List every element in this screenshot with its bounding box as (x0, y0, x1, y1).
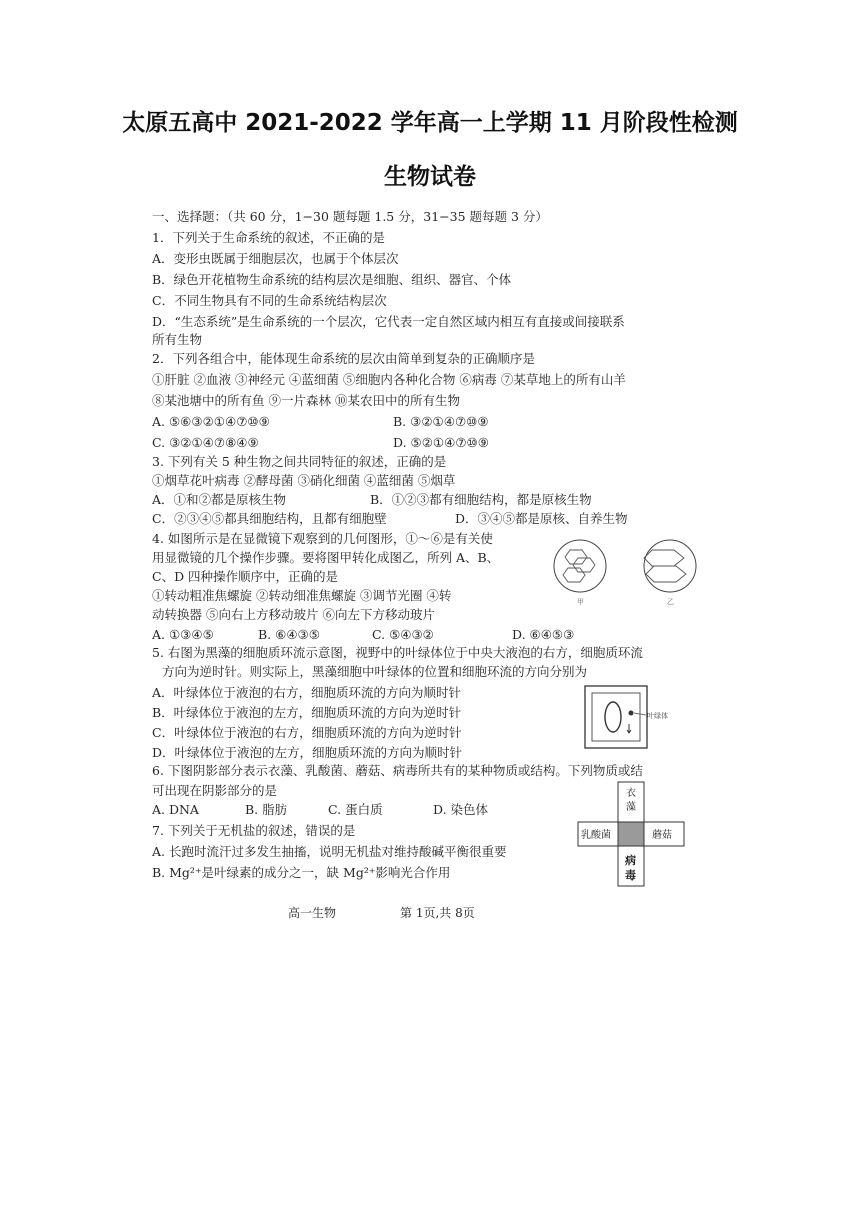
q4-stem-line3: C、D 四种操作顺序中，正确的是 (152, 569, 339, 584)
q1-option-a: A．变形虫既属于细胞层次，也属于个体层次 (152, 251, 399, 266)
figure-label-jia: 甲 (577, 598, 584, 606)
q2-items-line1: ①肝脏 ②血液 ③神经元 ④蓝细菌 ⑤细胞内各种化合物 ⑥病毒 ⑦某草地上的所有山羊 (152, 372, 626, 387)
q4-steps-line1: ①转动粗准焦螺旋 ②转动细准焦螺旋 ③调节光圈 ④转 (152, 588, 452, 603)
q5-stem-line1: 5. 右图为黑藻的细胞质环流示意图，视野中的叶绿体位于中央大液泡的右方，细胞质环流 (152, 645, 643, 660)
q4-option-b: B. ⑥④③⑤ (258, 627, 320, 642)
q4-option-d: D. ⑥④⑤③ (512, 627, 575, 642)
label-virus-2: 毒 (625, 869, 636, 882)
q5-option-c: C．叶绿体位于液泡的右方，细胞质环流的方向为逆时针 (152, 725, 462, 740)
figure-label-chloroplast: 叶绿体 (647, 712, 668, 720)
footer-page-number: 第 1页,共 8页 (400, 906, 475, 920)
footer-subject: 高一生物 (288, 906, 337, 920)
q3-option-b: B．①②③都有细胞结构，都是原核生物 (370, 492, 592, 507)
q1-option-d: D．“生态系统”是生命系统的一个层次，它代表一定自然区域内相互有直接或间接联系 (152, 314, 625, 329)
label-chlamydomonas-2: 藻 (626, 802, 636, 813)
q4-stem-line1: 4. 如图所示是在显微镜下观察到的几何图形，①～⑥是有关使 (152, 531, 493, 546)
q3-option-a: A．①和②都是原核生物 (152, 492, 287, 507)
figure-label-yi: 乙 (667, 598, 674, 606)
page-title: 太原五高中 2021-2022 学年高一上学期 11 月阶段性检测 (122, 110, 738, 136)
q6-option-d: D. 染色体 (433, 802, 489, 817)
q3-option-d: D．③④⑤都是原核、自养生物 (455, 511, 628, 526)
q7-option-b: B. Mg²⁺是叶绿素的成分之一，缺 Mg²⁺影响光合作用 (152, 865, 451, 880)
q7-stem: 7. 下列关于无机盐的叙述，错误的是 (152, 823, 356, 838)
q7-option-a: A. 长跑时流汗过多发生抽搐，说明无机盐对维持酸碱平衡很重要 (152, 844, 507, 859)
q2-option-a: A. ⑤⑥③②①④⑦⑩⑨ (152, 414, 270, 429)
q6-option-b: B. 脂肪 (245, 802, 288, 817)
q2-items-line2: ⑧某池塘中的所有鱼 ⑨一片森林 ⑩某农田中的所有生物 (152, 393, 460, 408)
q1-option-d-cont: 所有生物 (152, 332, 203, 347)
q2-option-b: B. ③②①④⑦⑩⑨ (393, 414, 489, 429)
q6-option-c: C. 蛋白质 (328, 802, 383, 817)
q4-option-a: A. ①③④⑤ (152, 627, 214, 642)
cell-flow-figure (583, 684, 675, 752)
label-virus-1: 病 (625, 854, 636, 867)
label-lactobacillus: 乳酸菌 (581, 830, 611, 841)
q4-steps-line2: 动转换器 ⑤向右上方移动玻片 ⑥向左下方移动玻片 (152, 607, 435, 622)
label-chlamydomonas-1: 衣 (626, 788, 636, 799)
q5-option-a: A．叶绿体位于液泡的右方，细胞质环流的方向为顺时针 (152, 685, 462, 700)
q5-option-b: B．叶绿体位于液泡的左方，细胞质环流的方向为逆时针 (152, 705, 462, 720)
q3-items: ①烟草花叶病毒 ②酵母菌 ③硝化细菌 ④蓝细菌 ⑤烟草 (152, 473, 456, 488)
q4-option-c: C. ⑤④③② (372, 627, 434, 642)
q6-option-a: A. DNA (152, 802, 199, 817)
q1-stem: 1．下列关于生命系统的叙述，不正确的是 (152, 230, 385, 245)
q3-stem: 3. 下列有关 5 种生物之间共同特征的叙述，正确的是 (152, 454, 447, 469)
q2-option-d: D. ⑤②①④⑦⑩⑨ (393, 435, 489, 450)
shared-structure-figure (576, 780, 686, 890)
q1-option-b: B．绿色开花植物生命系统的结构层次是细胞、组织、器官、个体 (152, 272, 512, 287)
q5-option-d: D．叶绿体位于液泡的左方，细胞质环流的方向为顺时针 (152, 745, 463, 760)
q6-stem-line1: 6. 下图阴影部分表示衣藻、乳酸菌、蘑菇、病毒所共有的某种物质或结构。下列物质或结 (152, 763, 643, 778)
q5-stem-line2: 方向为逆时针。则实际上，黑藻细胞中叶绿体的位置和细胞环流的方向分别为 (162, 664, 588, 679)
section-heading: 一、选择题：（共 60 分，1−30 题每题 1.5 分，31−35 题每题 3 分） (152, 209, 548, 224)
q2-stem: 2．下列各组合中，能体现生命系统的层次由简单到复杂的正确顺序是 (152, 351, 535, 366)
q3-option-c: C．②③④⑤都具细胞结构，且都有细胞壁 (152, 511, 387, 526)
microscope-figure (540, 530, 710, 610)
page-subtitle: 生物试卷 (384, 164, 476, 190)
q2-option-c: C. ③②①④⑦⑧④⑨ (152, 435, 259, 450)
q1-option-c: C．不同生物具有不同的生命系统结构层次 (152, 293, 387, 308)
q4-stem-line2: 用显微镜的几个操作步骤。要将图甲转化成图乙，所列 A、B、 (152, 550, 500, 565)
q6-stem-line2: 可出现在阴影部分的是 (152, 783, 278, 798)
label-mushroom: 蘑菇 (652, 830, 672, 841)
